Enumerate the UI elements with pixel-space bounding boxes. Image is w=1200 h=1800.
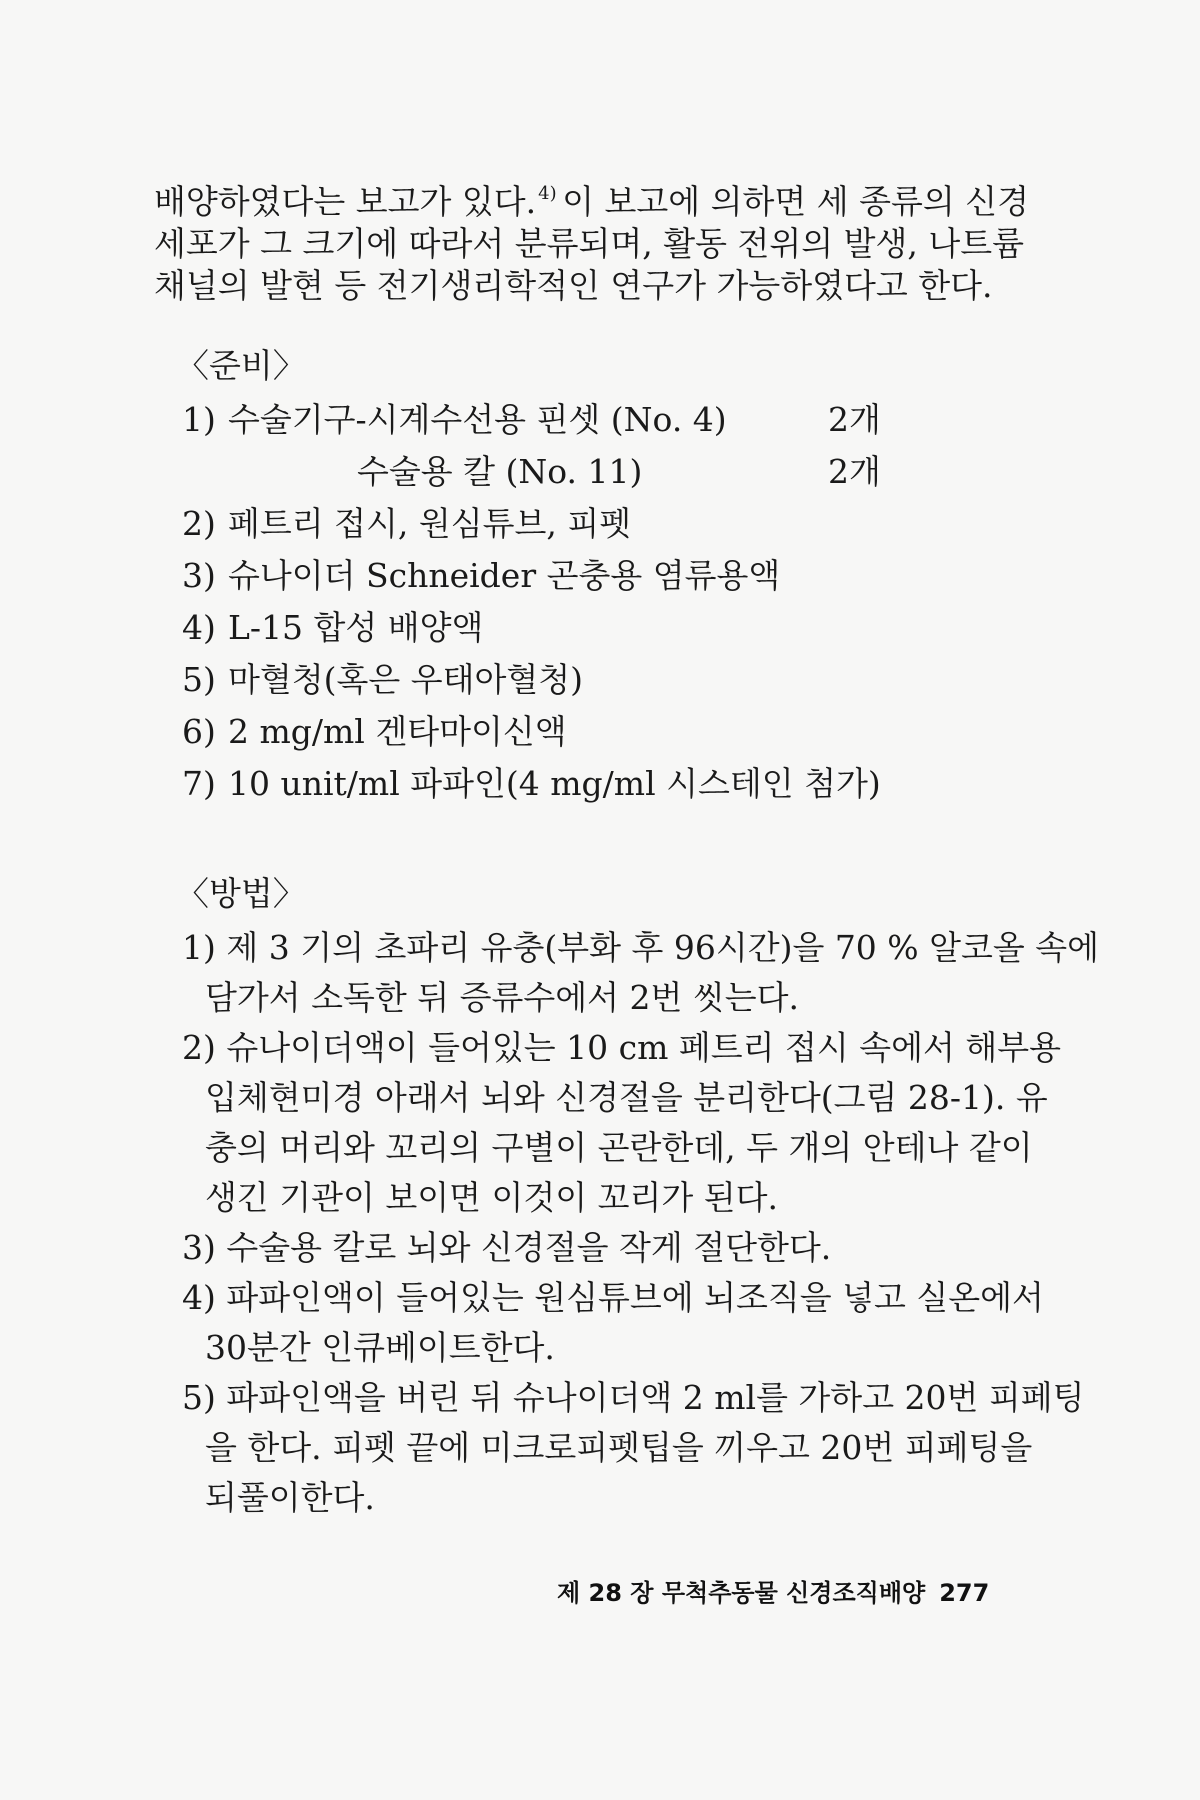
prep-item-1: 1) 수술기구-시계수선용 핀셋 (No. 4)	[182, 400, 727, 439]
method-step-2-cont-3: 생긴 기관이 보이면 이것이 꼬리가 된다.	[205, 1178, 778, 1217]
prep-item-7: 7) 10 unit/ml 파파인(4 mg/ml 시스테인 첨가)	[182, 764, 881, 803]
intro-line-2	[154, 224, 1029, 264]
page-number: 277	[939, 1579, 990, 1607]
footnote-ref: 4)	[538, 183, 557, 204]
prep-item-3: 3) 슈나이더 Schneider 곤충용 염류용액	[182, 556, 781, 595]
prep-item-6: 6) 2 mg/ml 겐타마이신액	[182, 712, 567, 751]
intro-line-3-text: 채널의 발현 등 전기생리학적인 연구가 가능하였다고 한다.	[154, 266, 993, 305]
prep-item-1-sub-qty: 2개	[828, 452, 881, 491]
method-step-4: 4) 파파인액이 들어있는 원심튜브에 뇌조직을 넣고 실온에서	[182, 1278, 1044, 1317]
prep-item-2: 2) 페트리 접시, 원심튜브, 피펫	[182, 504, 632, 543]
chapter-title: 제 28 장 무척추동물 신경조직배양	[557, 1579, 926, 1607]
method-step-1-cont: 담가서 소독한 뒤 증류수에서 2번 씻는다.	[205, 978, 799, 1017]
method-step-5-cont-1: 을 한다. 피펫 끝에 미크로피펫팁을 끼우고 20번 피페팅을	[205, 1428, 1033, 1467]
method-step-2-cont-1: 입체현미경 아래서 뇌와 신경절을 분리한다(그림 28-1). 유	[205, 1078, 1048, 1117]
prep-item-1-qty: 2개	[828, 400, 881, 439]
intro-line-3	[154, 266, 1029, 306]
prep-item-1-sub: 수술용 칼 (No. 11)	[357, 452, 643, 491]
method-step-5: 5) 파파인액을 버린 뒤 슈나이더액 2 ml를 가하고 20번 피페팅	[182, 1378, 1085, 1417]
intro-line-2-text: 세포가 그 크기에 따라서 분류되며, 활동 전위의 발생, 나트륨	[154, 224, 1024, 263]
method-heading: 〈방법〉	[176, 874, 306, 913]
preparation-heading: 〈준비〉	[176, 346, 306, 385]
intro-line-1-start: 배양하였다는 보고가 있다. $^{4)}$	[154, 182, 557, 221]
method-step-4-cont: 30분간 인큐베이트한다.	[205, 1328, 555, 1367]
intro-line-1	[154, 182, 1029, 228]
method-step-5-cont-2: 되풀이한다.	[205, 1478, 375, 1517]
method-step-2: 2) 슈나이더액이 들어있는 10 cm 페트리 접시 속에서 해부용	[182, 1028, 1061, 1067]
prep-item-4: 4) L-15 합성 배양액	[182, 608, 484, 647]
method-step-1: 1) 제 3 기의 초파리 유충(부화 후 96시간)을 70 % 알코올 속에	[182, 928, 1100, 967]
intro-line-1-end: 이 보고에 의하면 세 종류의 신경	[562, 182, 1029, 221]
method-step-2-cont-2: 충의 머리와 꼬리의 구별이 곤란한데, 두 개의 안테나 같이	[205, 1128, 1033, 1167]
prep-item-5: 5) 마혈청(혹은 우태아혈청)	[182, 660, 584, 699]
page-footer	[557, 1573, 989, 1608]
method-step-3: 3) 수술용 칼로 뇌와 신경절을 작게 절단한다.	[182, 1228, 832, 1267]
